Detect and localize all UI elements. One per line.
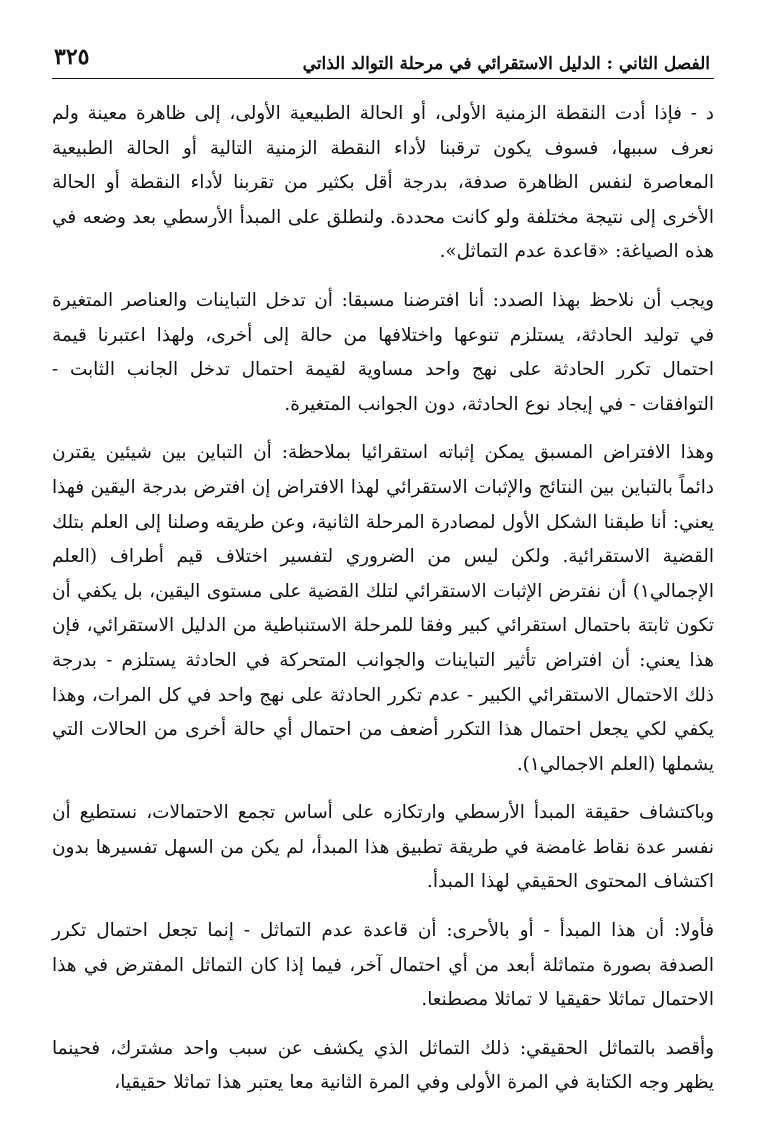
paragraph-6: وأقصد بالتماثل الحقيقي: ذلك التماثل الذي يكشف عن سبب واحد مشترك، فحينما يظهر وجه الكتابة في المرة الأولى وفي المرة الثانية معا يعتبر هذا تماثلا حقيقيا، bbox=[52, 1037, 714, 1094]
running-header bbox=[52, 38, 714, 79]
paragraph-5: فأولا: أن هذا المبدأ - أو بالأحرى: أن قاعدة عدم التماثل - إنما تجعل احتمال تكرر الصدفة بصورة متماثلة أبعد من أي احتمال آخر، فيما إذا كان التماثل المفترض في هذا الاحتمال تماثلا حقيقيا لا تماثلا مصطنعا. bbox=[52, 920, 714, 1011]
page-number: ٣٢٥ bbox=[54, 44, 90, 70]
body-text bbox=[52, 97, 714, 1101]
book-page bbox=[52, 38, 714, 1098]
chapter-title: الفصل الثاني : الدليل الاستقرائي في مرحلة التوالد الذاتي bbox=[302, 54, 710, 74]
paragraph-2: ويجب أن نلاحظ بهذا الصدد: أنا افترضنا مسبقا: أن تدخل التباينات والعناصر المتغيرة في توليد الحادثة، يستلزم تنوعها واختلافها من حالة إلى أخرى، ولهذا اعتبرنا قيمة احتمال تكرر الحادثة على نهج واحد مساوية لقيمة احتمال تدخل الجانب الثابت - التوافقات - في إيجاد نوع الحادثة، دون الجوانب المتغيرة. bbox=[52, 289, 714, 415]
paragraph-1: د - فإذا أدت النقطة الزمنية الأولى، أو الحالة الطبيعية الأولى، إلى ظاهرة معينة ولم نعرف سببها، فسوف يكون ترقبنا لأداء النقطة الزمنية التالية أو الحالة الطبيعية المعاصرة لنفس الظاهرة صدفة، بدرجة أقل بكثير من تقربنا لأداء النقطة أو الحالة الأخرى إلى نتيجة مختلفة ولو كانت محددة. ولنطلق على المبدأ الأرسطي بعد وضعه في هذه الصياغة: «قاعدة عدم التماثل». bbox=[52, 103, 714, 263]
paragraph-3: وهذا الافتراض المسبق يمكن إثباته استقرائيا بملاحظة: أن التباين بين شيئين يقترن دائماً بالتباين بين النتائج والإثبات الاستقرائي لهذا الافتراض إن افترض بدرجة اليقين فهذا يعني: أنا طبقنا الشكل الأول لمصادرة المرحلة الثانية، وعن طريقه وصلنا إلى العلم بتلك القضية الاستقرائية. ولكن ليس من الضروري لتفسير اختلاف قيم أطراف (العلم الإجمالي١) أن نفترض الإثبات الاستقرائي لتلك القضية على مستوى اليقين، بل يكفي أن تكون ثابتة باحتمال استقرائي كبير وفقا للمرحلة الاستنباطية من الدليل الاستقرائي، فإن هذا يعني: أن افتراض تأثير التباينات والجوانب المتحركة في الحادثة يستلزم - بدرجة ذلك الاحتمال الاستقرائي الكبير - عدم تكرر الحادثة على نهج واحد في كل المرات، وهذا يكفي لكي يجعل احتمال هذا التكرر أضعف من احتمال أي حالة أخرى من الحالات التي يشملها (العلم الاجمالي١). bbox=[52, 442, 714, 775]
paragraph-4: وباكتشاف حقيقة المبدأ الأرسطي وارتكازه على أساس تجمع الاحتمالات، نستطيع أن نفسر عدة نقاط غامضة في طريقة تطبيق هذا المبدأ، لم يكن من السهل تفسيرها بدون اكتشاف المحتوى الحقيقي لهذا المبدأ. bbox=[52, 802, 714, 893]
